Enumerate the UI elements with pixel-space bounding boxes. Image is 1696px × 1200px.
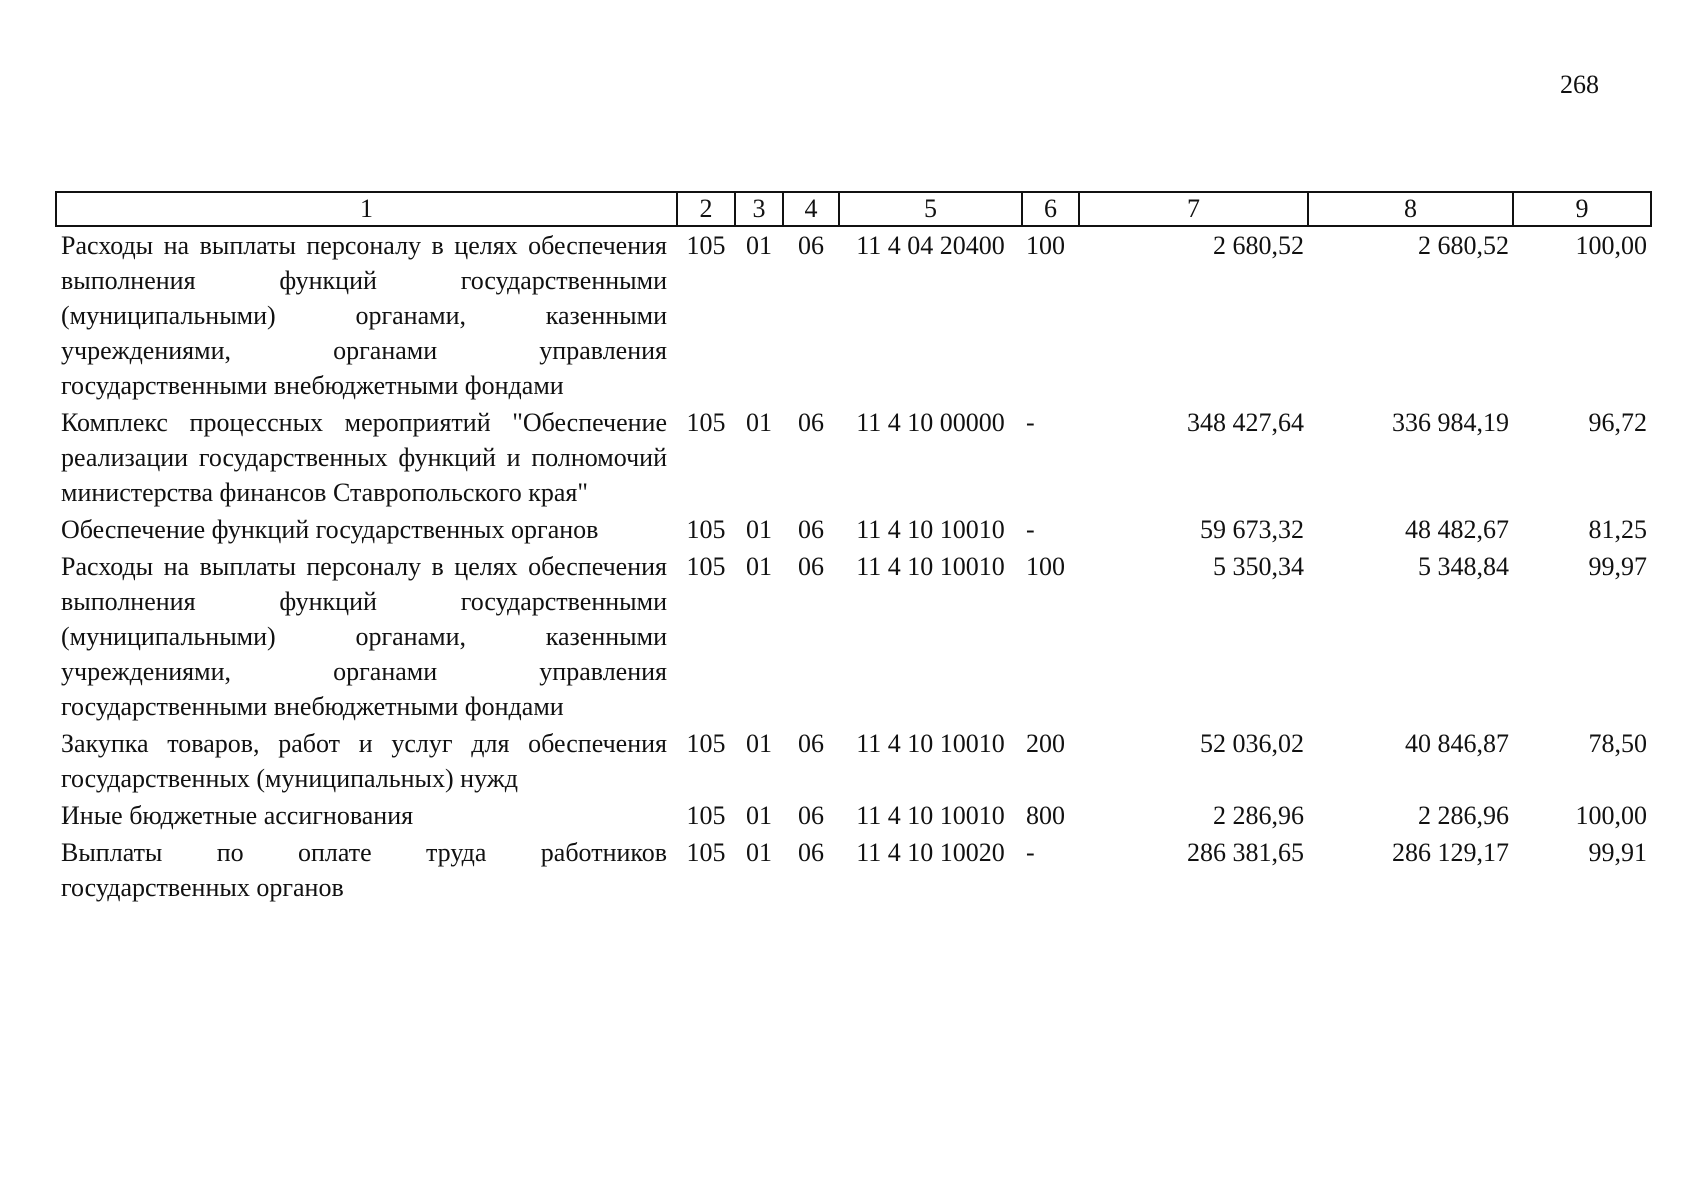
- expense-type: -: [1026, 515, 1035, 544]
- column-header: 2: [677, 192, 735, 226]
- planned-amount: 2 680,52: [1213, 231, 1304, 260]
- executed-amount: 5 348,84: [1418, 552, 1509, 581]
- subsection-code: 06: [798, 729, 824, 758]
- execution-percent: 81,25: [1588, 515, 1647, 544]
- execution-percent: 99,91: [1588, 838, 1647, 867]
- expense-type: 100: [1026, 552, 1065, 581]
- row-name: Закупка товаров, работ и услуг для обеспечения государственных (муниципальных) нужд: [61, 729, 667, 793]
- executed-amount: 40 846,87: [1405, 729, 1509, 758]
- section-code: 01: [746, 408, 772, 437]
- table-row: [56, 404, 1651, 511]
- column-header: 3: [735, 192, 783, 226]
- execution-percent: 100,00: [1575, 801, 1647, 830]
- ministry-code: 105: [686, 515, 726, 544]
- table-row: [56, 834, 1651, 906]
- table-header-row: [56, 192, 1651, 226]
- planned-amount: 5 350,34: [1213, 552, 1304, 581]
- budget-table: [55, 191, 1652, 906]
- execution-percent: 100,00: [1575, 231, 1647, 260]
- expense-type: -: [1026, 838, 1035, 867]
- ministry-code: 105: [686, 729, 726, 758]
- table-header: [56, 192, 1651, 226]
- executed-amount: 286 129,17: [1392, 838, 1509, 867]
- subsection-code: 06: [798, 838, 824, 867]
- row-name: Иные бюджетные ассигнования: [61, 801, 414, 830]
- page-number: 268: [1560, 70, 1599, 99]
- table-row: [56, 725, 1651, 797]
- subsection-code: 06: [798, 515, 824, 544]
- executed-amount: 336 984,19: [1392, 408, 1509, 437]
- target-article: 11 4 10 10010: [856, 552, 1005, 581]
- ministry-code: 105: [686, 408, 726, 437]
- column-header: 5: [839, 192, 1022, 226]
- subsection-code: 06: [798, 231, 824, 260]
- ministry-code: 105: [686, 801, 726, 830]
- target-article: 11 4 10 10010: [856, 729, 1005, 758]
- execution-percent: 78,50: [1588, 729, 1647, 758]
- subsection-code: 06: [798, 408, 824, 437]
- section-code: 01: [746, 231, 772, 260]
- column-header: 8: [1308, 192, 1513, 226]
- table-row: [56, 548, 1651, 725]
- row-name: Обеспечение функций государственных органов: [61, 515, 599, 544]
- section-code: 01: [746, 729, 772, 758]
- row-name: Расходы на выплаты персоналу в целях обеспечения выполнения функций государственными (муниципальными) органами, казенными учреждениями, органами управления государственными внебюджетными фондами: [61, 231, 667, 400]
- row-name: Комплекс процессных мероприятий "Обеспечение реализации государственных функций и полномочий министерства финансов Ставропольского края": [61, 408, 667, 507]
- subsection-code: 06: [798, 801, 824, 830]
- target-article: 11 4 10 10020: [856, 838, 1005, 867]
- section-code: 01: [746, 838, 772, 867]
- table-row: [56, 226, 1651, 404]
- section-code: 01: [746, 801, 772, 830]
- expense-type: -: [1026, 408, 1035, 437]
- column-header: 9: [1513, 192, 1651, 226]
- execution-percent: 96,72: [1588, 408, 1647, 437]
- ministry-code: 105: [686, 231, 726, 260]
- target-article: 11 4 10 10010: [856, 801, 1005, 830]
- section-code: 01: [746, 552, 772, 581]
- planned-amount: 52 036,02: [1200, 729, 1304, 758]
- section-code: 01: [746, 515, 772, 544]
- row-name: Выплаты по оплате труда работников государственных органов: [61, 838, 667, 902]
- execution-percent: 99,97: [1588, 552, 1647, 581]
- expense-type: 200: [1026, 729, 1065, 758]
- expense-type: 800: [1026, 801, 1065, 830]
- table-row: [56, 797, 1651, 834]
- target-article: 11 4 10 10010: [856, 515, 1005, 544]
- expense-type: 100: [1026, 231, 1065, 260]
- ministry-code: 105: [686, 838, 726, 867]
- target-article: 11 4 04 20400: [856, 231, 1005, 260]
- planned-amount: 59 673,32: [1200, 515, 1304, 544]
- column-header: 7: [1079, 192, 1308, 226]
- subsection-code: 06: [798, 552, 824, 581]
- ministry-code: 105: [686, 552, 726, 581]
- row-name: Расходы на выплаты персоналу в целях обеспечения выполнения функций государственными (муниципальными) органами, казенными учреждениями, органами управления государственными внебюджетными фондами: [61, 552, 667, 721]
- column-header: 1: [56, 192, 677, 226]
- column-header: 6: [1022, 192, 1079, 226]
- planned-amount: 348 427,64: [1187, 408, 1304, 437]
- executed-amount: 48 482,67: [1405, 515, 1509, 544]
- executed-amount: 2 286,96: [1418, 801, 1509, 830]
- target-article: 11 4 10 00000: [856, 408, 1005, 437]
- column-header: 4: [783, 192, 839, 226]
- table-body: [56, 226, 1651, 906]
- table-row: [56, 511, 1651, 548]
- planned-amount: 286 381,65: [1187, 838, 1304, 867]
- executed-amount: 2 680,52: [1418, 231, 1509, 260]
- planned-amount: 2 286,96: [1213, 801, 1304, 830]
